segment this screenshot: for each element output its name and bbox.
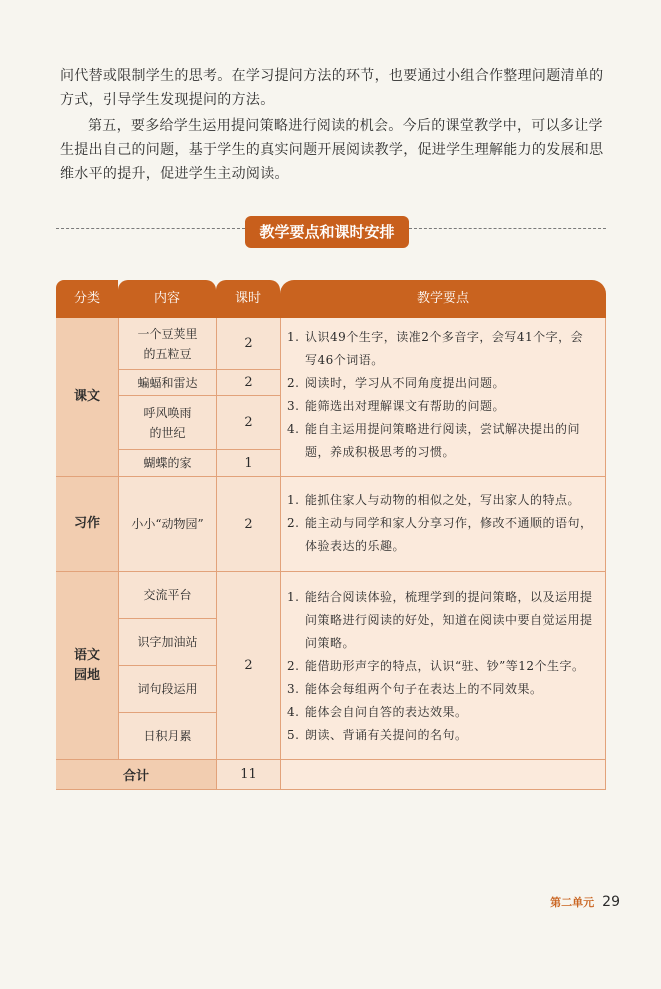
content-item: 呼风唤雨 的世纪 [118, 396, 216, 450]
total-label: 合计 [56, 760, 216, 790]
header-content: 内容 [118, 280, 216, 318]
total-hours: 11 [216, 760, 280, 790]
content-item: 日积月累 [118, 713, 216, 760]
hours-cell: 2 [216, 572, 280, 760]
key-point: 4. 能体会自问自答的表达效果。 [287, 705, 468, 719]
content-item: 一个豆荚里 的五粒豆 [118, 318, 216, 370]
section-divider-left [56, 228, 245, 229]
header-hours: 课时 [216, 280, 280, 318]
key-point: 2. 阅读时，学习从不同角度提出问题。 [287, 376, 506, 390]
header-category: 分类 [56, 280, 118, 318]
key-point: 3. 能体会每组两个句子在表达上的不同效果。 [287, 682, 543, 696]
hours-cell: 2 [216, 396, 280, 450]
content-item: 词句段运用 [118, 666, 216, 713]
page-number: 29 [602, 894, 620, 910]
category-writing: 习作 [56, 477, 118, 572]
key-point: 5. 朗读、背诵有关提问的名句。 [287, 728, 468, 742]
key-point: 2. 能主动与同学和家人分享习作，修改不通顺的语句，体验表达的乐趣。 [287, 516, 593, 553]
content-item: 交流平台 [118, 572, 216, 619]
content-item: 蝙蝠和雷达 [118, 370, 216, 396]
intro-paragraph-2: 第五，要多给学生运用提问策略进行阅读的机会。今后的课堂教学中，可以多让学生提出自己的问题，基于学生的真实问题开展阅读教学，促进学生理解能力的发展和思维水平的提升，促进学生主动阅读。 [60, 118, 604, 182]
unit-label: 第二单元 [550, 896, 595, 909]
section-title: 教学要点和课时安排 [245, 216, 409, 248]
key-points-lessons [280, 318, 606, 477]
key-point: 1. 能结合阅读体验，梳理学到的提问策略，以及运用提问策略进行阅读的好处，知道在阅读中要自觉运用提问策略。 [287, 590, 593, 650]
key-point: 1. 认识49个生字，读准2个多音字，会写41个字，会写46个词语。 [287, 330, 584, 367]
key-point: 2. 能借助形声字的特点，认识“驻、钞”等12个生字。 [287, 659, 585, 673]
teaching-plan-table [56, 280, 606, 790]
page-footer [510, 894, 620, 910]
hours-cell: 2 [216, 318, 280, 370]
content-item: 识字加油站 [118, 619, 216, 666]
header-key-points: 教学要点 [280, 280, 606, 318]
key-point: 4. 能自主运用提问策略进行阅读，尝试解决提出的问题，养成积极思考的习惯。 [287, 422, 581, 459]
category-chinese-garden: 语文 园地 [56, 572, 118, 760]
content-item: 蝴蝶的家 [118, 450, 216, 477]
key-point: 1. 能抓住家人与动物的相似之处，写出家人的特点。 [287, 493, 581, 507]
section-divider-right [409, 228, 606, 229]
intro-paragraph-1: 问代替或限制学生的思考。在学习提问方法的环节，也要通过小组合作整理问题清单的方式，引导学生发现提问的方法。 [60, 68, 604, 108]
category-lessons: 课文 [56, 318, 118, 477]
key-points-chinese-garden [280, 572, 606, 760]
hours-cell: 1 [216, 450, 280, 477]
total-points-empty [280, 760, 606, 790]
hours-cell: 2 [216, 477, 280, 572]
hours-cell: 2 [216, 370, 280, 396]
key-point: 3. 能筛选出对理解课文有帮助的问题。 [287, 399, 506, 413]
key-points-writing [280, 477, 606, 572]
content-item: 小小“动物园” [118, 477, 216, 572]
